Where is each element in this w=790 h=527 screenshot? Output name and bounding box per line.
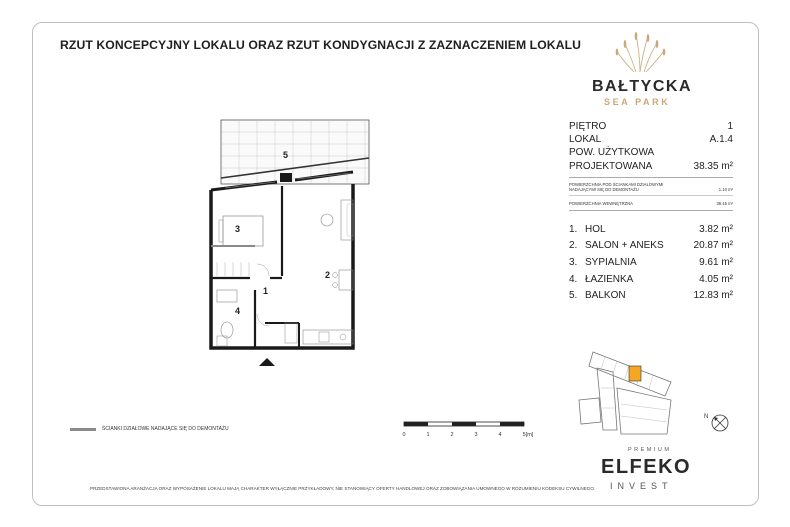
internal-area-row (569, 201, 733, 211)
room-area: 12.83 m² (693, 290, 733, 302)
unit-row (569, 133, 733, 146)
unit-info (569, 120, 733, 211)
room-name: HOL (585, 223, 606, 235)
page-title: RZUT KONCEPCYJNY LOKALU ORAZ RZUT KONDYGNACJI Z ZAZNACZENIEM LOKALU (60, 38, 582, 52)
svg-text:N: N (704, 414, 709, 420)
legend-swatch (70, 428, 96, 431)
room-row (569, 221, 733, 238)
scale-bar (398, 412, 548, 446)
room-area: 4.05 m² (699, 273, 733, 285)
developer-invest: INVEST (610, 481, 673, 491)
room-number: 4. (569, 273, 578, 285)
usable-area-row (569, 146, 733, 159)
floor-row (569, 120, 733, 133)
room-list (569, 221, 733, 304)
developer-name: ELFEKO (601, 456, 692, 478)
room-name: ŁAZIENKA (585, 273, 634, 285)
usable-area-label-2: PROJEKTOWANA (569, 161, 653, 172)
room-number-3: 3 (235, 224, 241, 234)
room-row (569, 271, 733, 288)
unit-highlight (629, 366, 641, 381)
wall-area-label-2: NADAJĄCYMI SIĘ DO DEMONTAŻU (569, 187, 639, 192)
scale-tick: 0 (402, 432, 406, 438)
internal-area-value: 39.45 m² (716, 201, 733, 206)
scale-tick: 5[m] (522, 432, 534, 438)
unit-value: A.1.4 (709, 134, 733, 145)
brand-name: BAŁTYCKA (592, 78, 692, 95)
entrance-marker (259, 358, 275, 366)
floor-label: PIĘTRO (569, 121, 607, 132)
floor-value: 1 (727, 121, 733, 132)
unit-label: LOKAL (569, 134, 602, 145)
room-number: 2. (569, 240, 578, 252)
compass-icon (700, 408, 734, 436)
scale-tick: 2 (450, 432, 454, 438)
developer-premium: PREMIUM (628, 447, 672, 453)
room-area: 20.87 m² (693, 240, 733, 252)
brand-subtitle: SEA PARK (604, 97, 671, 107)
room-number-4: 4 (235, 306, 241, 316)
room-number-2: 2 (325, 270, 331, 280)
room-row (569, 238, 733, 255)
room-number-1: 1 (263, 286, 269, 296)
room-number-5: 5 (283, 150, 289, 160)
disclaimer: PRZEDSTAWIONA ARANŻACJA ORAZ WYPOSAŻENIE LOKALU MAJĄ CHARAKTER WYŁĄCZNIE PRZYKŁADOWY, NIE STANOWIĄCY OFERTY HANDLOWEJ ORAZ ZOBOWIĄZANIA UMOWNEGO W ROZUMIENIU KODEKSU CYWILNEGO. (90, 486, 596, 491)
room-row (569, 254, 733, 271)
room-name: SALON + ANEKS (585, 240, 664, 252)
wall-area-label-1: POWIERZCHNIA POD ŚCIANKAMI DZIAŁOWYMI (569, 182, 664, 187)
usable-area-row-2 (569, 159, 733, 178)
floor-key-plan (575, 338, 685, 438)
usable-area-label-1: POW. UŻYTKOWA (569, 147, 655, 158)
room-area: 3.82 m² (699, 223, 733, 235)
scale-tick: 1 (426, 432, 430, 438)
room-row (569, 287, 733, 304)
room-number: 1. (569, 223, 578, 235)
floor-plan (195, 118, 395, 378)
room-number: 3. (569, 256, 578, 268)
wall-area-row-2 (569, 187, 733, 196)
scale-tick: 3 (474, 432, 478, 438)
room-area: 9.61 m² (699, 256, 733, 268)
usable-area-value: 38.35 m² (693, 161, 733, 172)
wall-area-value: 1.10 m² (718, 187, 733, 192)
internal-area-label: POWIERZCHNIA WEWNĘTRZNA (569, 201, 633, 206)
legend-text: ŚCIANKI DZIAŁOWE NADAJĄCE SIĘ DO DEMONTAŻU (102, 426, 229, 432)
room-name: SYPIALNIA (585, 256, 637, 268)
room-number: 5. (569, 290, 578, 302)
room-name: BALKON (585, 290, 626, 302)
scale-tick: 4 (498, 432, 502, 438)
